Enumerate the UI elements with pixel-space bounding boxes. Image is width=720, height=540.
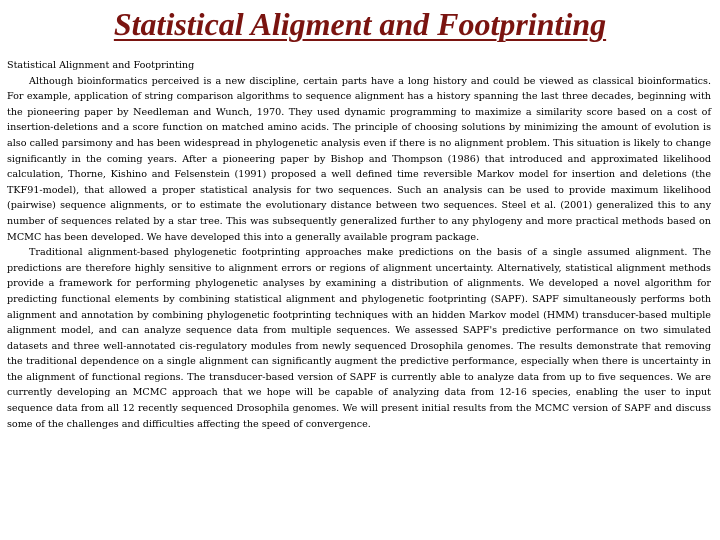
slide-title: Statistical Aligment and Footprinting xyxy=(113,6,607,42)
paragraph-history: Although bioinformatics perceived is a new discipline, certain parts have a long history and could be viewed as classical bioinformatics. For example, application of string comparison algorithms to sequence alignment has a history spanning the last three decades, beginning with the pioneering paper by Needleman and Wunch, 1970. They used dynamic programming to maximize a similarity score based on a cost of insertion-deletions and a score function on matched amino acids. The principle of choosing solutions by minimizing the amount of evolution is also called parsimony and has been widespread in phylogenetic analysis even if there is no alignment problem. This situation is likely to change significantly in the coming years. After a pioneering paper by Bishop and Thompson (1986) that introduced and approximated likelihood calculation, Thorne, Kishino and Felsenstein (1991) proposed a well defined time reversible Markov model for insertion and deletions (the TKF91-model), that allowed a proper statistical analysis for two sequences. Such an analysis can be used to provide maximum likelihood (pairwise) sequence alignments, or to estimate the evolutionary distance between two sequences. Steel et al. (2001) generalized this to any number of sequences related by a star tree. This was subsequently generalized further to any phylogeny and more practical methods based on MCMC has been developed. We have developed this into a generally available program package. xyxy=(7,75,711,243)
paragraph-sapf: Traditional alignment-based phylogenetic footprinting approaches make predictions on the basis of a single assumed alignment. The predictions are therefore highly sensitive to alignment errors or regions of alignment uncertainty. Alternatively, statistical alignment methods provide a framework for performing phylogenetic analyses by examining a distribution of alignments. We developed a novel algorithm for predicting functional elements by combining statistical alignment and phylogenetic footprinting (SAPF). SAPF simultaneously performs both alignment and annotation by combining phylogenetic footprinting techniques with an hidden Markov model (HMM) transducer-based multiple alignment model, and can analyze sequence data from multiple sequences. We assessed SAPF's predictive performance on two simulated datasets and three well-annotated cis-regulatory modules from newly sequenced Drosophila genomes. The results demonstrate that removing the traditional dependence on a single alignment can significantly augment the predictive performance, especially when there is uncertainty in the alignment of functional regions. The transducer-based version of SAPF is currently able to analyze data from up to five sequences. We are currently developing an MCMC approach that we hope will be capable of analyzing data from 12-16 species, enabling the user to input sequence data from all 12 recently sequenced Drosophila genomes. We will present initial results from the MCMC version of SAPF and discuss some of the challenges and difficulties affecting the speed of convergence. xyxy=(7,247,711,430)
body-heading: Statistical Alignment and Footprinting xyxy=(7,60,195,71)
body-text xyxy=(7,58,711,432)
